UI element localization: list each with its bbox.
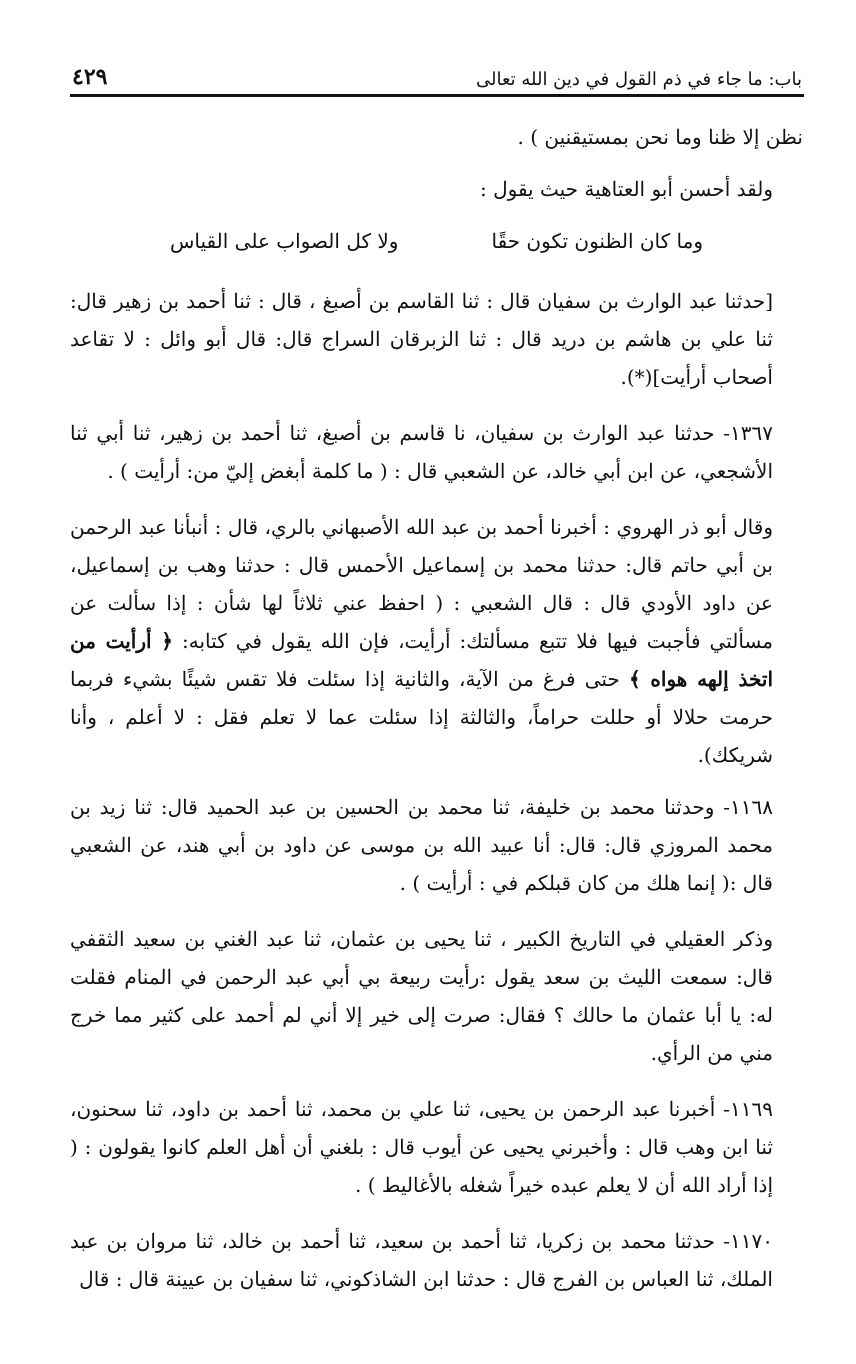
paragraph: [حدثنا عبد الوارث بن سفيان قال : ثنا القاسم بن أصبغ ، قال : ثنا أحمد بن زهير قال: ثنا علي بن هاشم بن دريد قال : ثنا الزبرقان السراج قال: قال أبو وائل : لا تقاعد أصحاب أرأيت](*). <box>70 289 773 389</box>
paragraph: ولقد أحسن أبو العتاهية حيث يقول : <box>479 177 773 201</box>
header-rule <box>70 94 804 97</box>
hadith-entry: ١١٦٨- وحدثنا محمد بن خليفة، ثنا محمد بن الحسين بن عبد الحميد قال: ثنا زيد بن محمد المروزي قال: قال: أنا عبيد الله بن موسى عن داود بن أبي هند، عن الشعبي قال :( إنما هلك من كان قبلكم في : أرأيت ) . <box>70 795 773 895</box>
paragraph: وقال أبو ذر الهروي : أخبرنا أحمد بن عبد الله الأصبهاني بالري، قال : أنبأنا عبد الرحمن بن أبي حاتم قال: حدثنا محمد بن إسماعيل الأحمس قال : حدثنا وهب بن إسماعيل، عن داود الأودي قال : قال الشعبي : ( احفظ عني ثلاثاً لها شأن : إذا سألت عن مسألتي فأجبت فيها فلا تتبع مسألتك: أرأيت، فإن الله يقول في كتابه: <box>70 515 773 653</box>
paragraph: وذكر العقيلي في التاريخ الكبير ، ثنا يحيى بن عثمان، ثنا عبد الغني بن سعيد الثقفي قال: سمعت الليث بن سعد يقول :رأيت ربيعة بي أبي عبد الرحمن في المنام فقلت له: يا أبا عثمان ما حالك ؟ فقال: صرت إلى خير إلا أني لم أحمد على كثير مما خرج مني من الرأي. <box>70 927 773 1065</box>
chapter-title: باب: ما جاء في ذم القول في دين الله تعالى <box>475 69 802 90</box>
body-text <box>70 118 803 1312</box>
paragraph-group <box>70 508 803 774</box>
verse-hemistich-right: وما كان الظنون تكون حقًا <box>491 229 703 253</box>
quran-quote: ﴿ أرأيت من اتخذ إلهه هواه ﴾ <box>70 629 773 691</box>
paragraph: نظن إلا ظنا وما نحن بمستيقنين ) . <box>517 125 803 149</box>
poem-verse <box>70 222 803 260</box>
page-number: ٤٢٩ <box>72 64 108 90</box>
page-header <box>72 60 802 90</box>
hadith-entry: ١١٧٠- حدثنا محمد بن زكريا، ثنا أحمد بن سعيد، ثنا أحمد بن خالد، ثنا مروان بن عبد الملك، ثنا العباس بن الفرج قال : حدثنا ابن الشاذكوني، ثنا سفيان بن عيينة قال : قال <box>70 1229 773 1291</box>
hadith-entry: ١٣٦٧- حدثنا عبد الوارث بن سفيان، نا قاسم بن أصبغ، ثنا أحمد بن زهير، ثنا أبي ثنا الأشجعي، عن ابن أبي خالد، عن الشعبي قال : ( ما كلمة أبغض إليّ من: أرأيت ) . <box>70 421 773 483</box>
verse-hemistich-left: ولا كل الصواب على القياس <box>170 229 399 253</box>
hadith-entry: ١١٦٩- أخبرنا عبد الرحمن بن يحيى، ثنا علي بن محمد، ثنا أحمد بن داود، ثنا سحنون، ثنا ابن وهب قال : وأخبرني يحيى عن أيوب قال : بلغني أن أهل العلم كانوا يقولون : ( إذا أراد الله أن لا يعلم عبده خيراً شغله بالأغاليط ) . <box>70 1097 774 1197</box>
paragraph: حتى فرغ من الآية، والثانية إذا سئلت فلا تقس شيئًا بشيء فربما حرمت حلالا أو حللت حراماً، والثالثة إذا سئلت عما لا تعلم فقل : لا أعلم ، وأنا شريكك). <box>70 667 773 767</box>
